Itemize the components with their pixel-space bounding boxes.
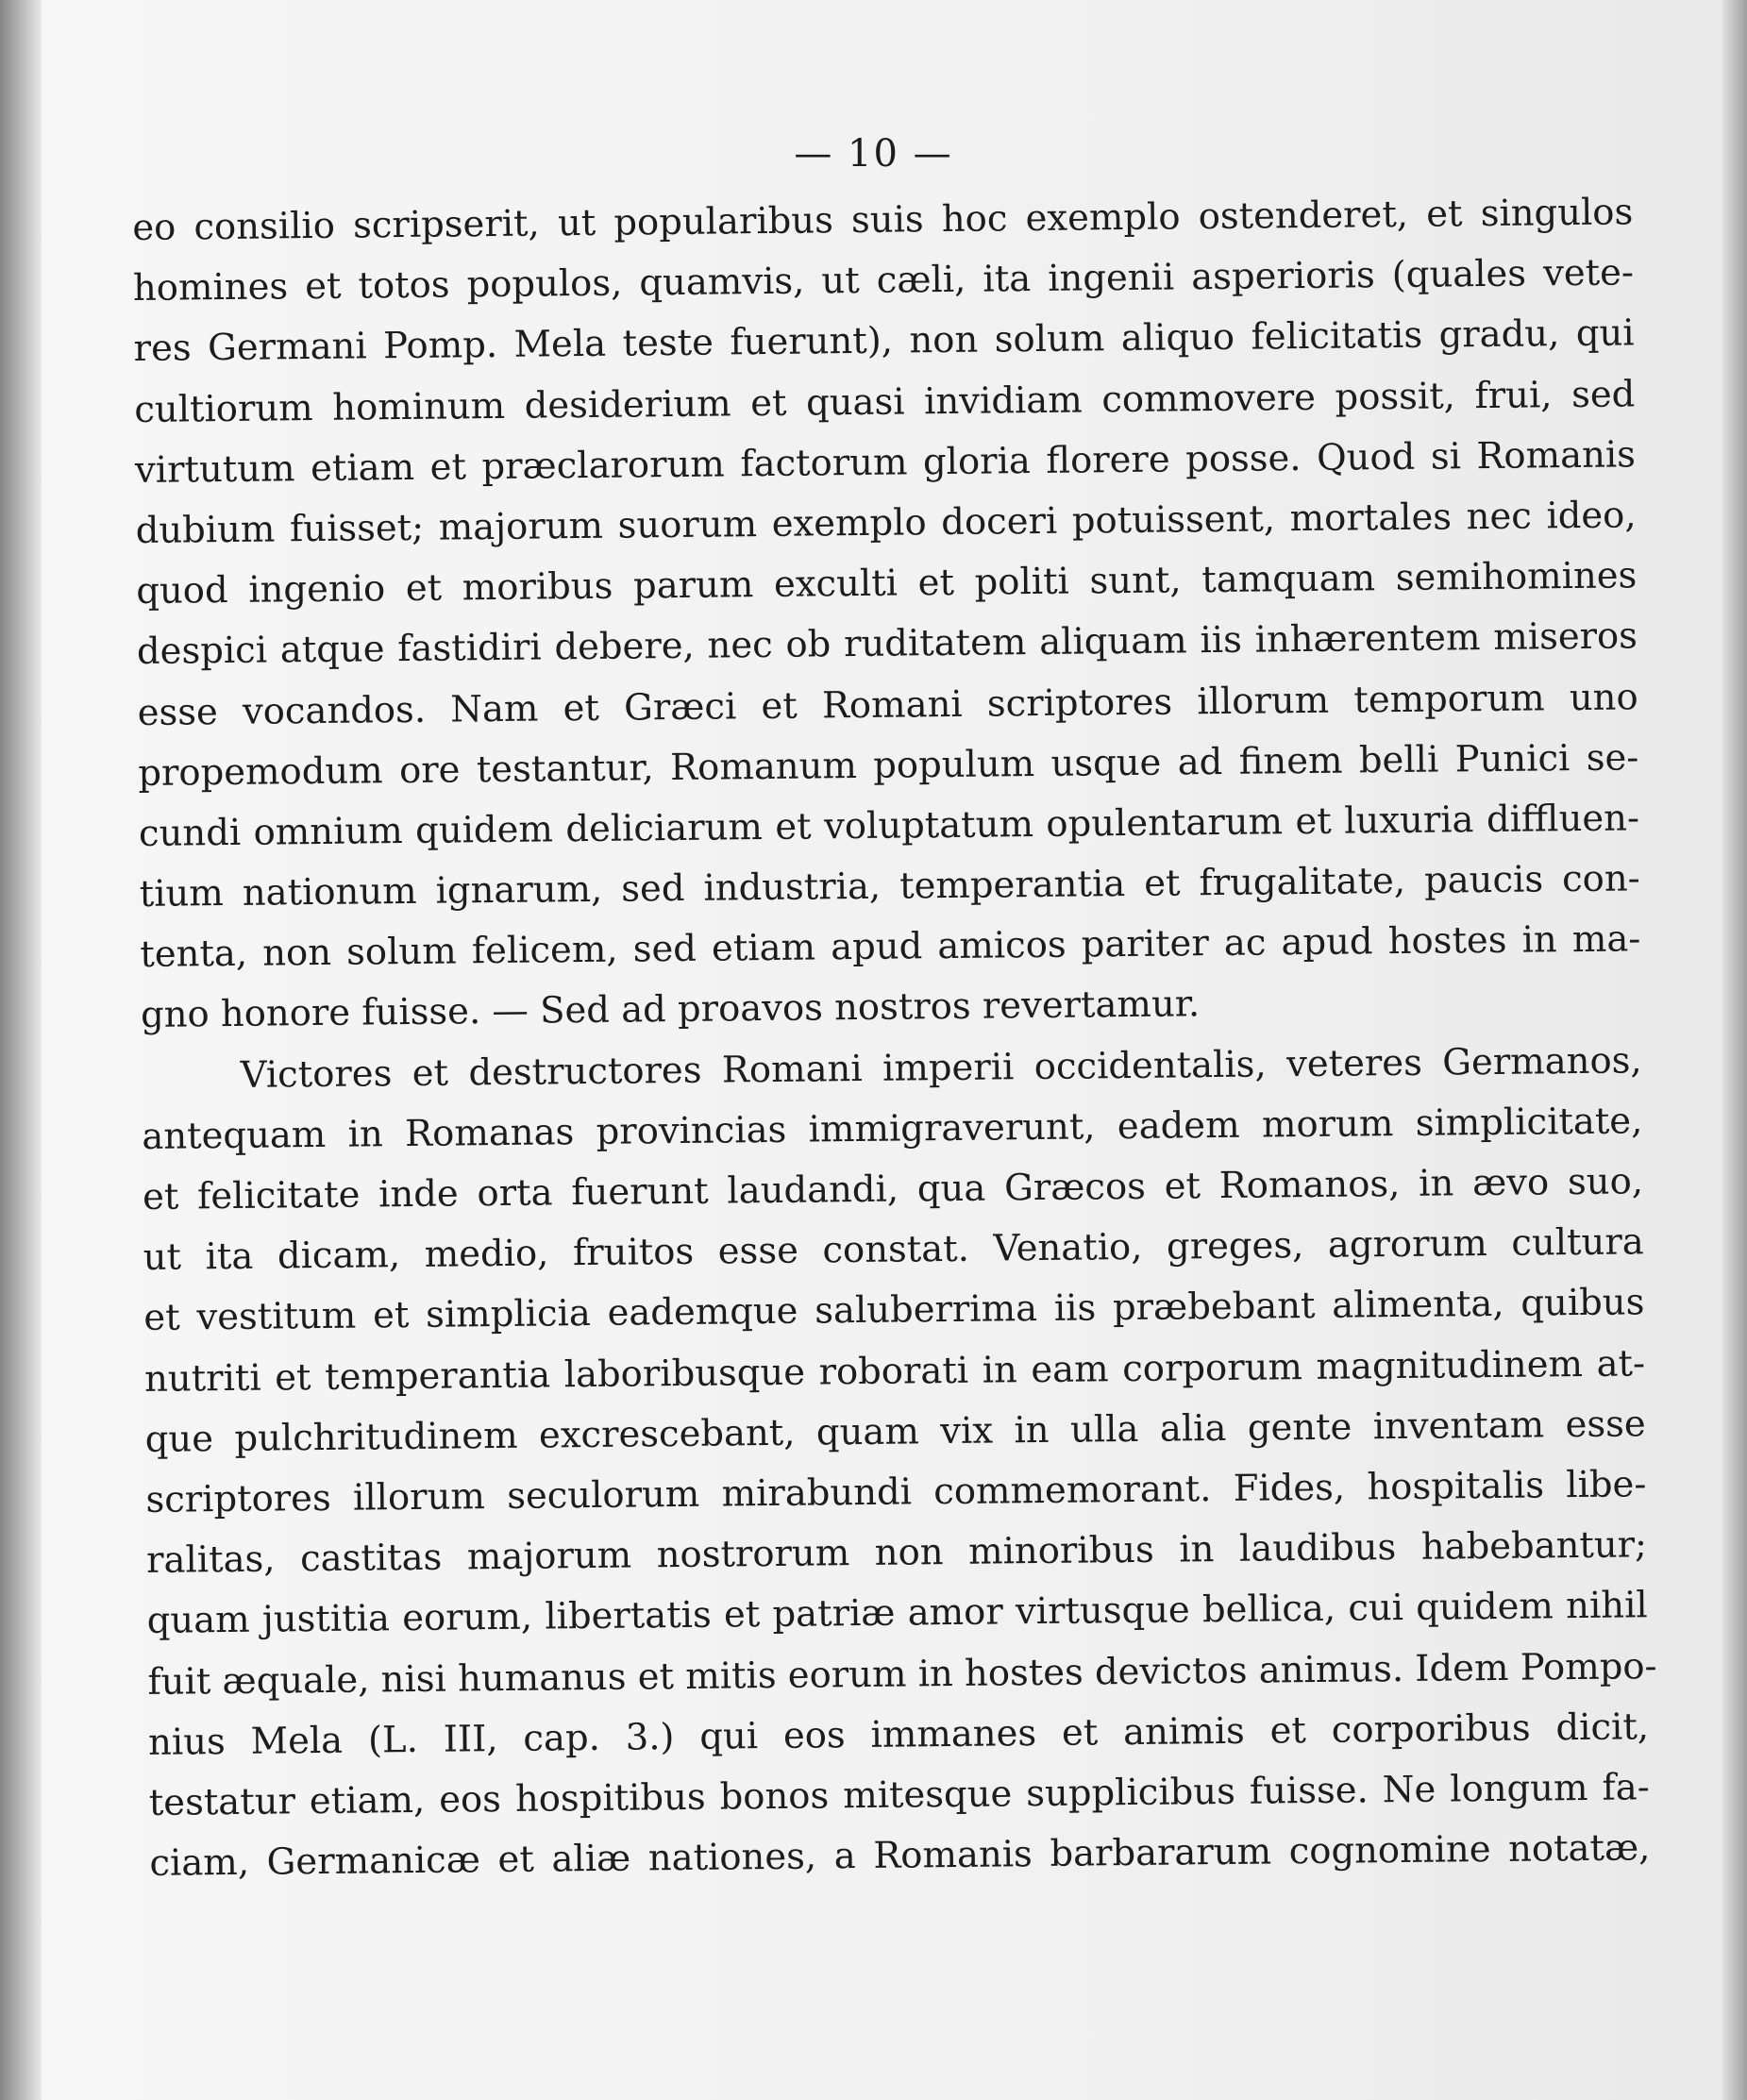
text-line: et vestitum et simplicia eademque saluberrima iis præbebant alimenta, quibus	[143, 1281, 1645, 1340]
text-line: propemodum ore testantur, Romanum populum usque ad finem belli Punici se-	[138, 736, 1639, 795]
text-line: gno honore fuisse. — Sed ad proavos nostros revertamur.	[140, 983, 1201, 1037]
text-line: nius Mela (L. III, cap. 3.) qui eos immanes et animis et corporibus dicit,	[147, 1705, 1650, 1764]
text-line: fuit æquale, nisi humanus et mitis eorum in hostes devictos animus. Idem Pompo-	[147, 1644, 1657, 1704]
text-line: antequam in Romanas provincias immigraverunt, eadem morum simplicitate,	[142, 1100, 1643, 1158]
text-line: cundi omnium quidem deliciarum et voluptatum opulentarum et luxuria diffluen-	[138, 797, 1640, 855]
text-line: ralitas, castitas majorum nostrorum non minoribus in laudibus habebantur;	[145, 1523, 1648, 1583]
text-line: tium nationum ignarum, sed industria, temperantia et frugalitate, paucis con-	[139, 857, 1640, 916]
text-line: quam justitia eorum, libertatis et patriæ amor virtusque bellica, cui quidem nihil	[146, 1584, 1648, 1643]
text-line: cultiorum hominum desiderium et quasi invidiam commovere possit, frui, sed	[134, 372, 1636, 431]
text-line: dubium fuisset; majorum suorum exemplo doceri potuissent, mortales nec ideo,	[135, 494, 1637, 552]
text-line: tenta, non solum felicem, sed etiam apud amicos pariter ac apud hostes in ma-	[140, 917, 1641, 977]
text-line: virtutum etiam et præclarorum factorum gloria florere posse. Quod si Romanis	[134, 433, 1637, 492]
text-line: despici atque fastidiri debere, nec ob ruditatem aliquam iis inhærentem miseros	[136, 614, 1638, 674]
text-line: eo consilio scripserit, ut popularibus suis hoc exemplo ostenderet, et singulos	[132, 191, 1634, 249]
text-line: testatur etiam, eos hospitibus bonos mitesque supplicibus fuisse. Ne longum fa-	[148, 1766, 1650, 1824]
text-line: ut ita dicam, medio, fruitos esse constat. Venatio, greges, agrorum cultura	[143, 1220, 1644, 1280]
page-number: — 10 —	[794, 132, 953, 176]
text-line: que pulchritudinem excrescebant, quam vix in ulla alia gente inventam esse	[144, 1403, 1646, 1461]
text-line: Victores et destructores Romani imperii occidentalis, veteres Germanos,	[240, 1038, 1642, 1097]
text-line: scriptores illorum seculorum mirabundi commemorant. Fides, hospitalis libe-	[145, 1463, 1647, 1521]
page-left-shadow	[0, 0, 42, 2100]
text-line: ciam, Germanicæ et aliæ nationes, a Romanis barbararum cognomine notatæ,	[149, 1826, 1651, 1885]
text-line: res Germani Pomp. Mela teste fuerunt), non solum aliquo felicitatis gradu, qui	[133, 311, 1635, 371]
text-line: et felicitate inde orta fuerunt laudandi, qua Græcos et Romanos, in ævo suo,	[142, 1160, 1644, 1218]
text-line: homines et totos populos, quamvis, ut cæli, ita ingenii asperioris (quales vete-	[132, 251, 1635, 311]
body-text	[132, 182, 1657, 1894]
text-line: esse vocandos. Nam et Græci et Romani scriptores illorum temporum uno	[137, 675, 1638, 734]
text-line: nutriti et temperantia laboribusque roborati in eam corporum magnitudinem at-	[143, 1341, 1646, 1401]
page-right-shadow	[1722, 0, 1747, 2100]
text-line: quod ingenio et moribus parum exculti et politi sunt, tamquam semihomines	[136, 554, 1638, 613]
